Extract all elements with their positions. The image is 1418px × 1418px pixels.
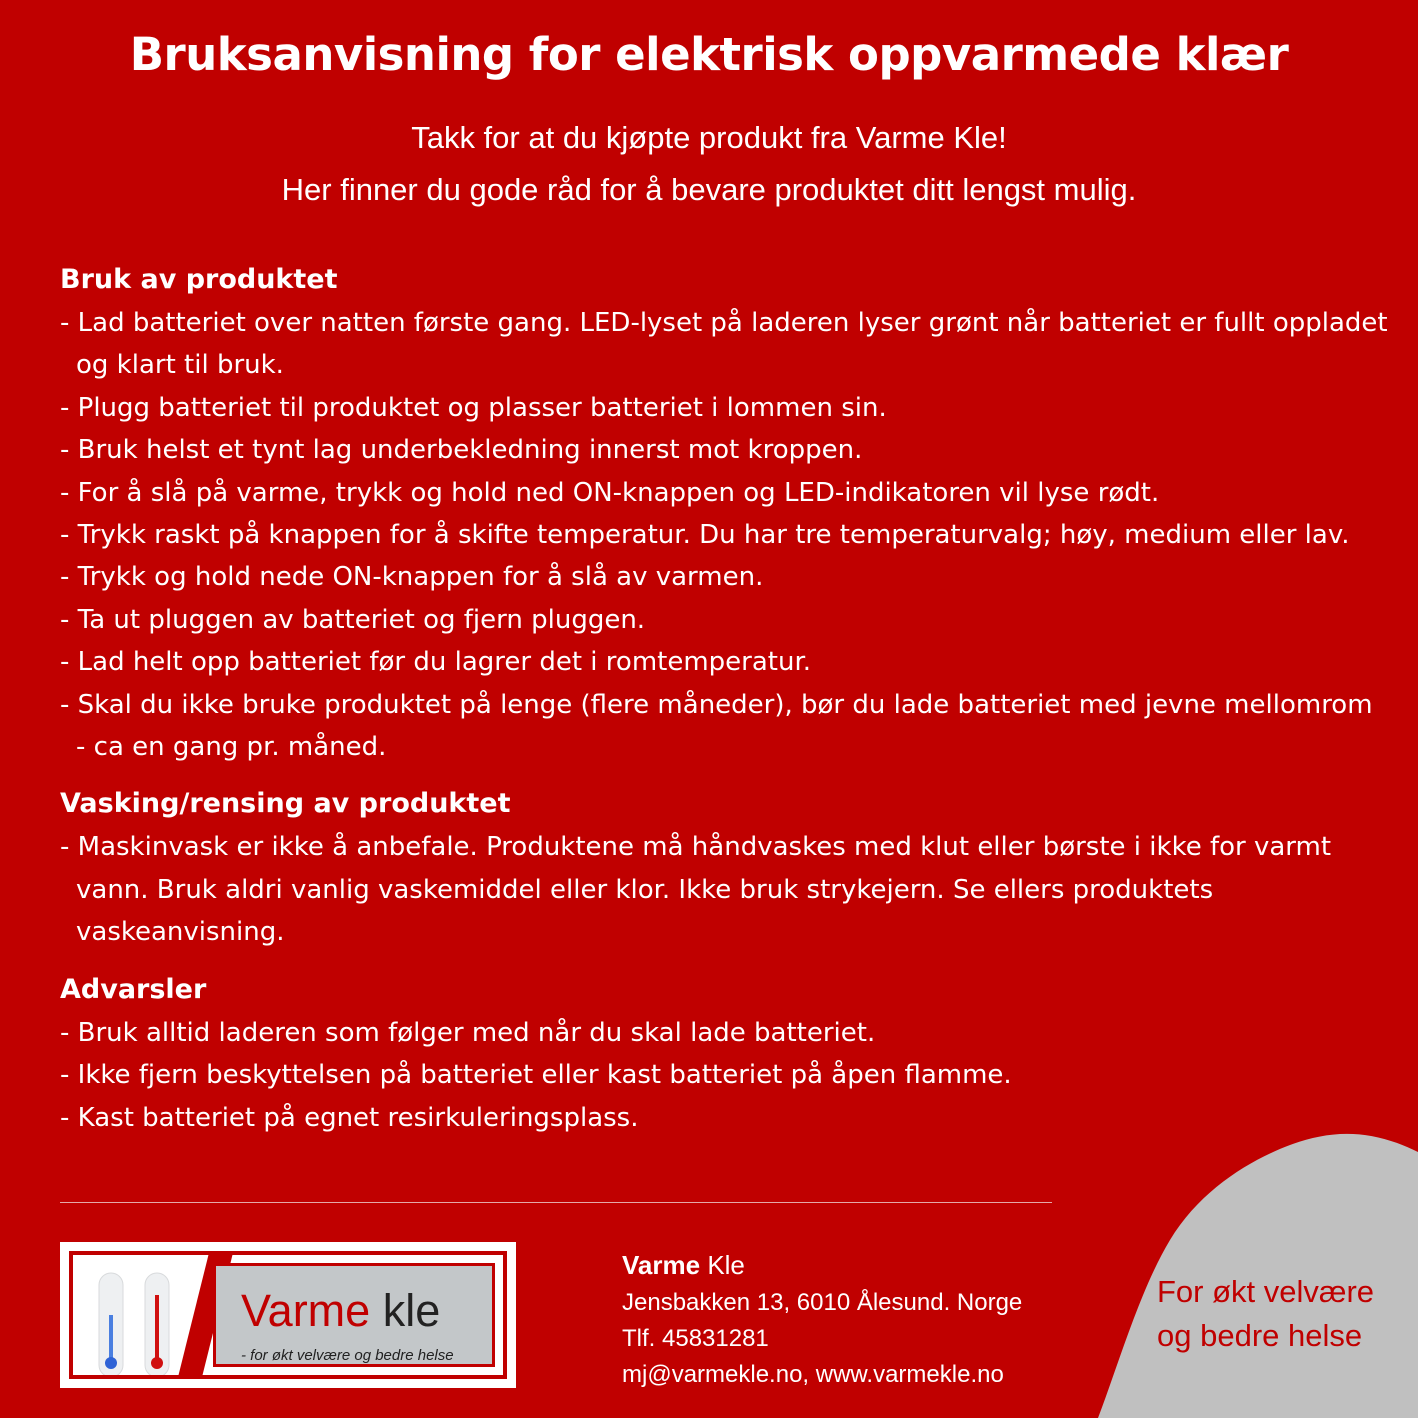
company-name-bold: Varme <box>622 1250 701 1280</box>
list-item: - Lad helt opp batteriet før du lagrer det i romtemperatur. <box>60 647 812 678</box>
email-web: mj@varmekle.no, www.varmekle.no <box>622 1361 1004 1388</box>
contact-info <box>622 1245 1022 1393</box>
list-item: - Bruk alltid laderen som følger med når du skal lade batteriet. <box>60 1017 876 1048</box>
section-heading-warnings: Advarsler <box>60 973 207 1005</box>
list-item: - Maskinvask er ikke å anbefale. Produktene må håndvaskes med klut eller børste i ikke for varmt vann. Bruk aldri vanlig vaskemiddel eller klor. Ikke bruk strykejern. Se ellers produktets vaskeanvisning. <box>60 832 1332 948</box>
list-item: - Trykk og hold nede ON-knappen for å slå av varmen. <box>60 562 764 593</box>
logo-tagline: - for økt velvære og bedre helse <box>241 1347 454 1364</box>
logo-name <box>241 1285 440 1337</box>
list-item: - Kast batteriet på egnet resirkuleringsplass. <box>60 1102 639 1133</box>
list-item: - Bruk helst et tynt lag underbekledning innerst mot kroppen. <box>60 435 863 466</box>
slogan-line: For økt velvære <box>1157 1274 1375 1309</box>
intro-line: Takk for at du kjøpte produkt fra Varme Kle! <box>411 120 1007 155</box>
list-item: - For å slå på varme, trykk og hold ned ON-knappen og LED-indikatoren vil lyse rødt. <box>60 477 1160 508</box>
cold-thermometer-icon <box>91 1271 131 1379</box>
address: Jensbakken 13, 6010 Ålesund. Norge <box>622 1289 1023 1316</box>
list-item: - Ta ut pluggen av batteriet og fjern pluggen. <box>60 604 646 635</box>
phone: Tlf. 45831281 <box>622 1325 769 1352</box>
list-item: - Ikke fjern beskyttelsen på batteriet eller kast batteriet på åpen flamme. <box>60 1060 1012 1091</box>
company-name-rest: Kle <box>707 1250 745 1280</box>
company-name <box>622 1245 1022 1285</box>
list-item: - Lad batteriet over natten første gang. LED-lyset på laderen lyser grønt når batteriet er fullt oppladet og klart til bruk. <box>60 308 1388 381</box>
list-item: - Trykk raskt på knappen for å skifte temperatur. Du har tre temperaturvalg; høy, medium eller lav. <box>60 520 1350 551</box>
logo-name-varme: Varme <box>241 1285 371 1336</box>
section-heading-usage: Bruk av produktet <box>60 264 338 295</box>
list-item: - Skal du ikke bruke produktet på lenge (flere måneder), bør du lade batteriet med jevne mellomrom - ca en gang pr. måned. <box>60 689 1373 763</box>
logo <box>60 1242 516 1388</box>
logo-name-kle: kle <box>382 1285 441 1336</box>
hot-thermometer-icon <box>137 1271 177 1379</box>
slogan <box>1157 1270 1374 1358</box>
page-title: Bruksanvisning for elektrisk oppvarmede klær <box>129 28 1289 81</box>
slogan-line: og bedre helse <box>1157 1318 1363 1353</box>
intro-line: Her finner du gode råd for å bevare produktet ditt lengst mulig. <box>281 172 1137 207</box>
section-heading-washing: Vasking/rensing av produktet <box>60 788 511 820</box>
list-item: - Plugg batteriet til produktet og plasser batteriet i lommen sin. <box>60 392 887 423</box>
